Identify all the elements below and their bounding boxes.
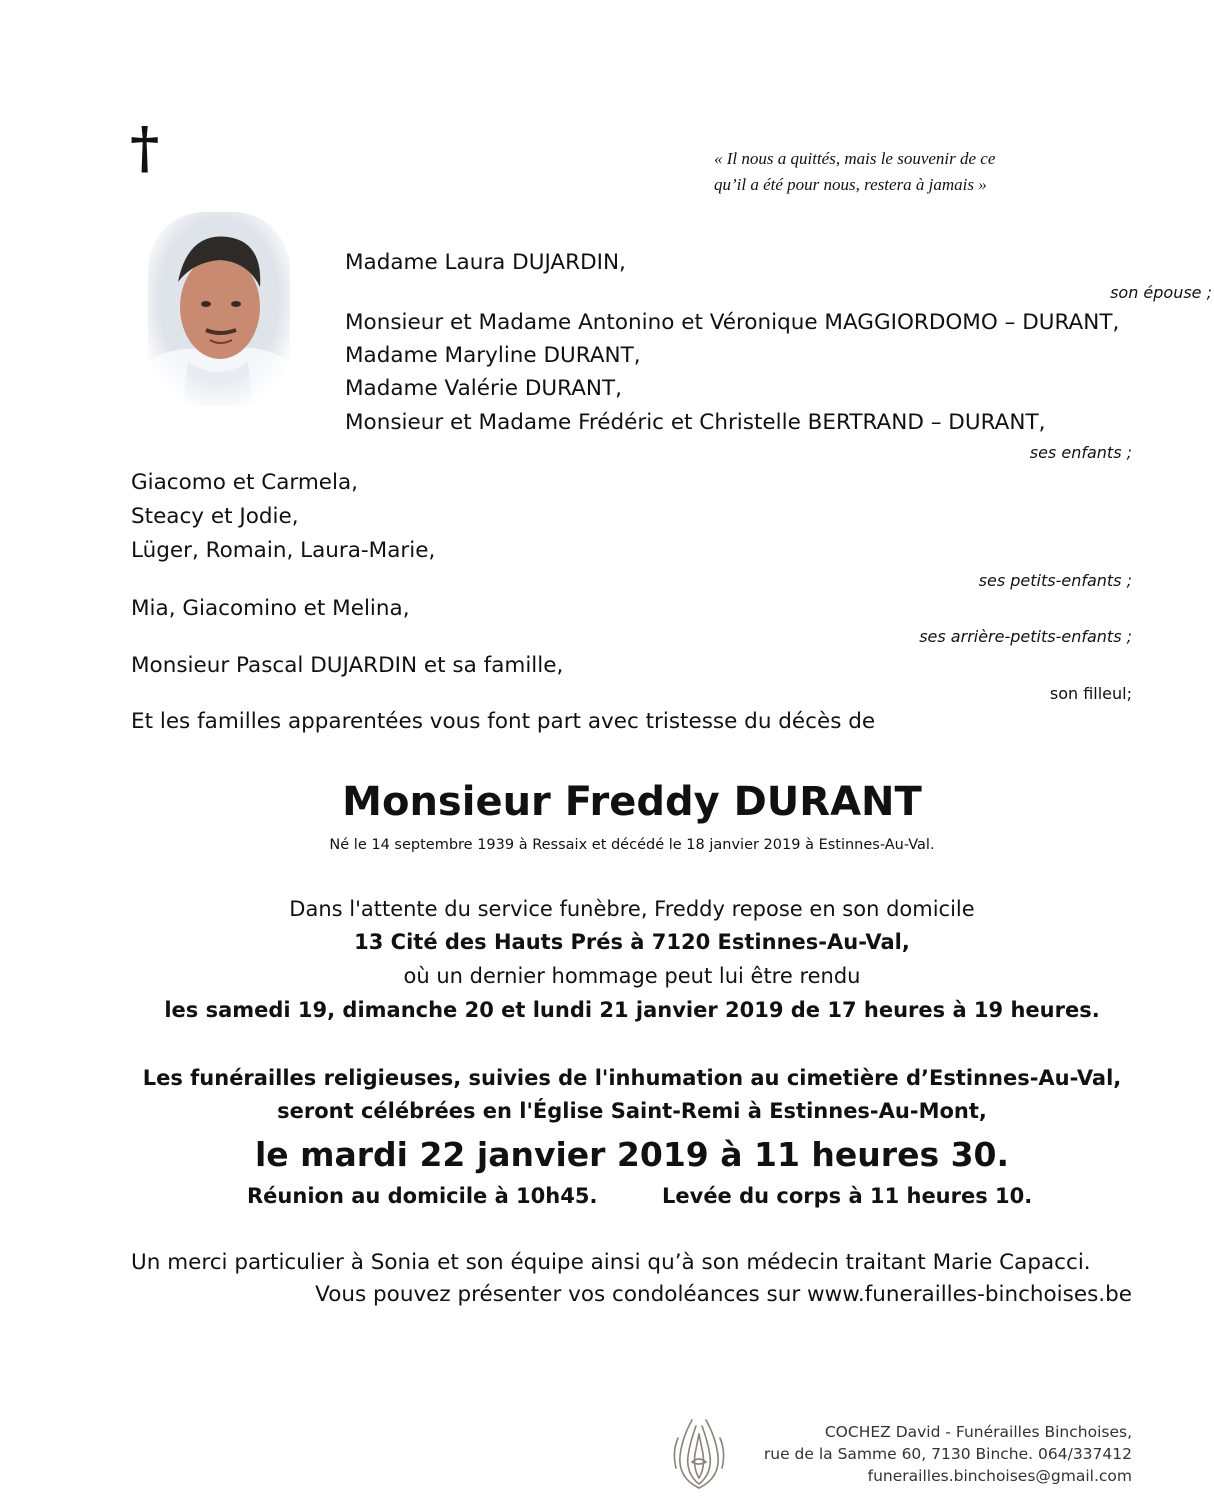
grandchild-3: Lüger, Romain, Laura-Marie,	[131, 538, 436, 563]
grandchild-1: Giacomo et Carmela,	[131, 470, 359, 495]
cross-symbol: †	[130, 115, 160, 181]
grandchild-2: Steacy et Jodie,	[131, 504, 299, 529]
portrait-illustration	[148, 212, 290, 406]
departure-time: Levée du corps à 11 heures 10.	[662, 1184, 1033, 1208]
visitation-times: les samedi 19, dimanche 20 et lundi 21 janvier 2019 de 17 heures à 19 heures.	[164, 998, 1100, 1022]
visitation-line-1: Dans l'attente du service funèbre, Freddy repose en son domicile	[289, 897, 975, 921]
child-2: Madame Maryline DURANT,	[345, 343, 641, 368]
spouse-name: Madame Laura DUJARDIN,	[345, 250, 626, 275]
footer-line-1: COCHEZ David - Funérailles Binchoises,	[824, 1423, 1132, 1441]
flame-icon	[668, 1408, 730, 1492]
funeral-date: le mardi 22 janvier 2019 à 11 heures 30.	[254, 1135, 1010, 1174]
footer-line-2: rue de la Samme 60, 7130 Binche. 064/337412	[763, 1445, 1132, 1463]
funeral-line-1: Les funérailles religieuses, suivies de l'inhumation au cimetière d’Estinnes-Au-Val,	[142, 1066, 1122, 1090]
announcement: Et les familles apparentées vous font part avec tristesse du décès de	[131, 709, 876, 734]
deceased-name: Monsieur Freddy DURANT	[342, 779, 922, 825]
godson-role: son filleul;	[1049, 684, 1132, 703]
funeral-home-logo	[668, 1408, 730, 1492]
condolences-line: Vous pouvez présenter vos condoléances sur www.funerailles-binchoises.be	[315, 1282, 1132, 1307]
funeral-line-2: seront célébrées en l'Église Saint-Remi à Estinnes-Au-Mont,	[277, 1099, 987, 1123]
children-role: ses enfants ;	[1029, 443, 1132, 462]
deceased-dates: Né le 14 septembre 1939 à Ressaix et décédé le 18 janvier 2019 à Estinnes-Au-Val.	[329, 837, 935, 853]
great-grandchildren-role: ses arrière-petits-enfants ;	[919, 627, 1132, 646]
godson: Monsieur Pascal DUJARDIN et sa famille,	[131, 653, 564, 678]
great-grandchildren: Mia, Giacomino et Melina,	[131, 596, 410, 621]
spouse-role: son épouse ;	[1110, 283, 1212, 302]
child-1: Monsieur et Madame Antonino et Véronique MAGGIORDOMO – DURANT,	[345, 310, 1120, 335]
footer-email: funerailles.binchoises@gmail.com	[867, 1467, 1132, 1485]
thanks-line: Un merci particulier à Sonia et son équipe ainsi qu’à son médecin traitant Marie Capacci.	[131, 1250, 1091, 1275]
quote-line-1: « Il nous a quittés, mais le souvenir de ce	[714, 149, 996, 168]
quote-line-2: qu’il a été pour nous, restera à jamais »	[714, 175, 987, 194]
child-3: Madame Valérie DURANT,	[345, 376, 622, 401]
visitation-address: 13 Cité des Hauts Prés à 7120 Estinnes-Au-Val,	[354, 930, 910, 954]
grandchildren-role: ses petits-enfants ;	[978, 571, 1132, 590]
visitation-line-3: où un dernier hommage peut lui être rendu	[403, 964, 861, 988]
portrait-photo	[148, 212, 290, 406]
child-4: Monsieur et Madame Frédéric et Christelle BERTRAND – DURANT,	[345, 410, 1046, 435]
meeting-time: Réunion au domicile à 10h45.	[247, 1184, 598, 1208]
epigraph-quote	[714, 146, 995, 198]
